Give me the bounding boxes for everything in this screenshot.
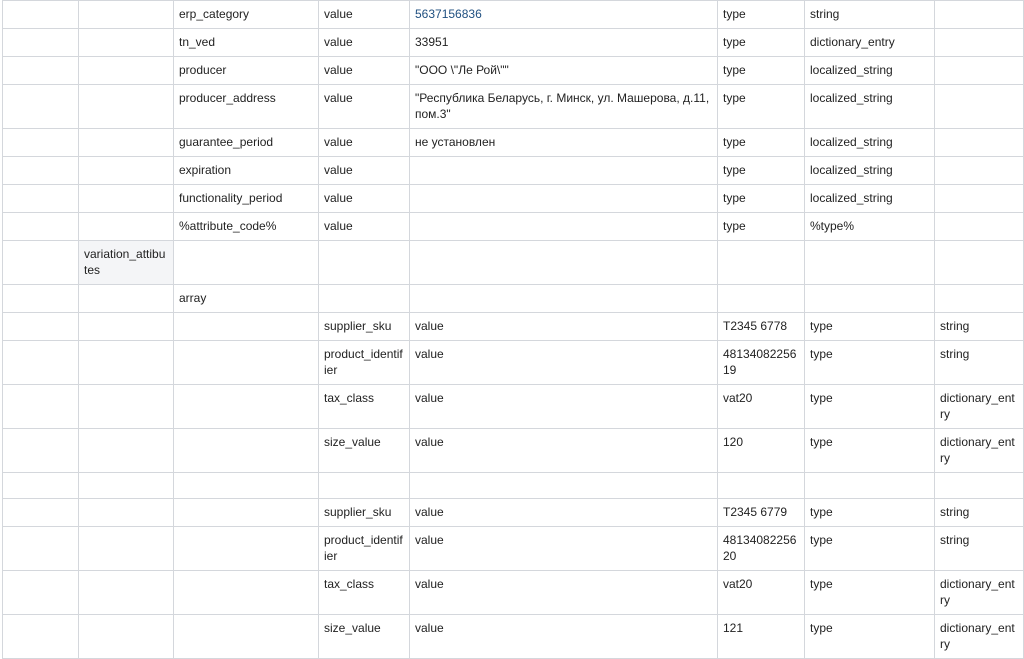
table-cell [935, 85, 1024, 129]
table-cell: value [319, 57, 410, 85]
table-cell: string [935, 499, 1024, 527]
indent-cell [79, 85, 174, 129]
table-cell [410, 213, 718, 241]
indent-cell [3, 185, 79, 213]
table-cell: localized_string [805, 57, 935, 85]
table-cell [410, 241, 718, 285]
table-cell [935, 185, 1024, 213]
table-cell: string [935, 313, 1024, 341]
table-cell [718, 285, 805, 313]
indent-cell [174, 341, 319, 385]
indent-cell [3, 429, 79, 473]
indent-cell [3, 157, 79, 185]
indent-cell [79, 57, 174, 85]
table-cell: size_value [319, 615, 410, 659]
indent-cell [3, 499, 79, 527]
table-cell: type [805, 341, 935, 385]
table-cell [805, 473, 935, 499]
table-row [3, 313, 1024, 341]
table-cell: 4813408225619 [718, 341, 805, 385]
indent-cell [79, 499, 174, 527]
table-cell: erp_category [174, 1, 319, 29]
table-cell: value [410, 527, 718, 571]
table-cell: value [319, 213, 410, 241]
table-cell [410, 285, 718, 313]
table-row [3, 285, 1024, 313]
table-cell: localized_string [805, 157, 935, 185]
table-cell: functionality_period [174, 185, 319, 213]
table-cell [410, 157, 718, 185]
table-row [3, 499, 1024, 527]
table-cell: dictionary_entry [805, 29, 935, 57]
table-row [3, 57, 1024, 85]
table-cell [935, 473, 1024, 499]
indent-cell [3, 473, 79, 499]
indent-cell [3, 85, 79, 129]
indent-cell [79, 571, 174, 615]
table-cell: string [805, 1, 935, 29]
table-row [3, 129, 1024, 157]
table-cell: type [805, 527, 935, 571]
table-cell: value [319, 129, 410, 157]
table-cell [935, 29, 1024, 57]
table-cell [718, 473, 805, 499]
table-cell: product_identifier [319, 341, 410, 385]
table-cell: localized_string [805, 185, 935, 213]
indent-cell [79, 29, 174, 57]
table-cell: value [410, 615, 718, 659]
table-cell: type [805, 385, 935, 429]
table-cell: localized_string [805, 129, 935, 157]
table-cell [935, 57, 1024, 85]
table-cell: producer_address [174, 85, 319, 129]
table-row [3, 241, 1024, 285]
table-cell: 120 [718, 429, 805, 473]
table-row [3, 213, 1024, 241]
indent-cell [3, 527, 79, 571]
table-cell: dictionary_entry [935, 429, 1024, 473]
table-cell: value [319, 29, 410, 57]
table-cell: %attribute_code% [174, 213, 319, 241]
table-cell: "Республика Беларусь, г. Минск, ул. Машерова, д.11, пом.3" [410, 85, 718, 129]
table-row [3, 1, 1024, 29]
table-cell [319, 241, 410, 285]
indent-cell [79, 313, 174, 341]
table-cell: string [935, 341, 1024, 385]
table-row [3, 385, 1024, 429]
indent-cell [3, 241, 79, 285]
indent-cell [3, 285, 79, 313]
table-cell: array [174, 285, 319, 313]
table-cell: dictionary_entry [935, 385, 1024, 429]
table-row [3, 429, 1024, 473]
indent-cell [174, 429, 319, 473]
indent-cell [3, 571, 79, 615]
indent-cell [174, 313, 319, 341]
row-header-cell: variation_attibutes [79, 241, 174, 285]
table-cell: value [410, 499, 718, 527]
indent-cell [3, 29, 79, 57]
table-cell: type [718, 129, 805, 157]
table-cell: guarantee_period [174, 129, 319, 157]
table-cell: localized_string [805, 85, 935, 129]
table-cell: product_identifier [319, 527, 410, 571]
table-cell: tax_class [319, 571, 410, 615]
table-cell: type [718, 1, 805, 29]
table-cell: T2345 6778 [718, 313, 805, 341]
table-cell: value [410, 385, 718, 429]
table-cell: T2345 6779 [718, 499, 805, 527]
indent-cell [3, 57, 79, 85]
indent-cell [79, 129, 174, 157]
table-cell [319, 285, 410, 313]
table-cell: type [805, 571, 935, 615]
indent-cell [79, 615, 174, 659]
table-cell: 4813408225620 [718, 527, 805, 571]
table-row [3, 85, 1024, 129]
link-cell[interactable]: 5637156836 [410, 1, 718, 29]
table-cell: tn_ved [174, 29, 319, 57]
table-cell: type [718, 157, 805, 185]
indent-cell [79, 285, 174, 313]
indent-cell [3, 385, 79, 429]
table-cell: type [805, 499, 935, 527]
table-cell: "ООО \"Ле Рой\"" [410, 57, 718, 85]
indent-cell [79, 527, 174, 571]
table-row [3, 473, 1024, 499]
table-cell: value [410, 313, 718, 341]
table-cell: size_value [319, 429, 410, 473]
indent-cell [79, 157, 174, 185]
table-cell [935, 157, 1024, 185]
table-cell: value [410, 571, 718, 615]
table-cell: type [718, 29, 805, 57]
table-row [3, 157, 1024, 185]
indent-cell [174, 571, 319, 615]
table-cell: type [718, 213, 805, 241]
table-cell [805, 285, 935, 313]
table-cell [319, 473, 410, 499]
indent-cell [79, 1, 174, 29]
table-cell: value [319, 157, 410, 185]
table-cell: supplier_sku [319, 499, 410, 527]
table-cell: type [718, 85, 805, 129]
table-row [3, 615, 1024, 659]
indent-cell [174, 499, 319, 527]
table-row [3, 341, 1024, 385]
table-cell: 33951 [410, 29, 718, 57]
table-cell: tax_class [319, 385, 410, 429]
table-cell: type [805, 313, 935, 341]
table-cell [935, 1, 1024, 29]
table-cell [935, 129, 1024, 157]
table-cell: producer [174, 57, 319, 85]
table-cell: value [410, 429, 718, 473]
attributes-table [2, 0, 1024, 659]
table-cell: dictionary_entry [935, 571, 1024, 615]
indent-cell [3, 129, 79, 157]
indent-cell [79, 185, 174, 213]
indent-cell [174, 473, 319, 499]
table-row [3, 527, 1024, 571]
table-cell: value [319, 185, 410, 213]
table-cell: expiration [174, 157, 319, 185]
table-cell [805, 241, 935, 285]
table-cell [174, 241, 319, 285]
table-row [3, 29, 1024, 57]
table-cell: supplier_sku [319, 313, 410, 341]
indent-cell [174, 527, 319, 571]
table-cell [718, 241, 805, 285]
table-cell: string [935, 527, 1024, 571]
table-cell: vat20 [718, 571, 805, 615]
table-cell [410, 473, 718, 499]
indent-cell [3, 1, 79, 29]
table-cell [935, 241, 1024, 285]
table-cell: type [718, 185, 805, 213]
table-cell: type [805, 615, 935, 659]
table-cell: type [805, 429, 935, 473]
table-cell: не установлен [410, 129, 718, 157]
indent-cell [79, 473, 174, 499]
table-cell: type [718, 57, 805, 85]
table-cell: dictionary_entry [935, 615, 1024, 659]
table-cell: value [319, 1, 410, 29]
table-cell [410, 185, 718, 213]
table-cell [935, 213, 1024, 241]
table-row [3, 571, 1024, 615]
table-cell: %type% [805, 213, 935, 241]
table-body [3, 1, 1024, 659]
indent-cell [174, 385, 319, 429]
table-cell: vat20 [718, 385, 805, 429]
table-cell: value [319, 85, 410, 129]
indent-cell [3, 341, 79, 385]
indent-cell [79, 213, 174, 241]
indent-cell [3, 615, 79, 659]
indent-cell [79, 341, 174, 385]
table-row [3, 185, 1024, 213]
table-cell: 121 [718, 615, 805, 659]
table-cell: value [410, 341, 718, 385]
indent-cell [3, 313, 79, 341]
indent-cell [3, 213, 79, 241]
indent-cell [79, 385, 174, 429]
indent-cell [79, 429, 174, 473]
table-cell [935, 285, 1024, 313]
indent-cell [174, 615, 319, 659]
